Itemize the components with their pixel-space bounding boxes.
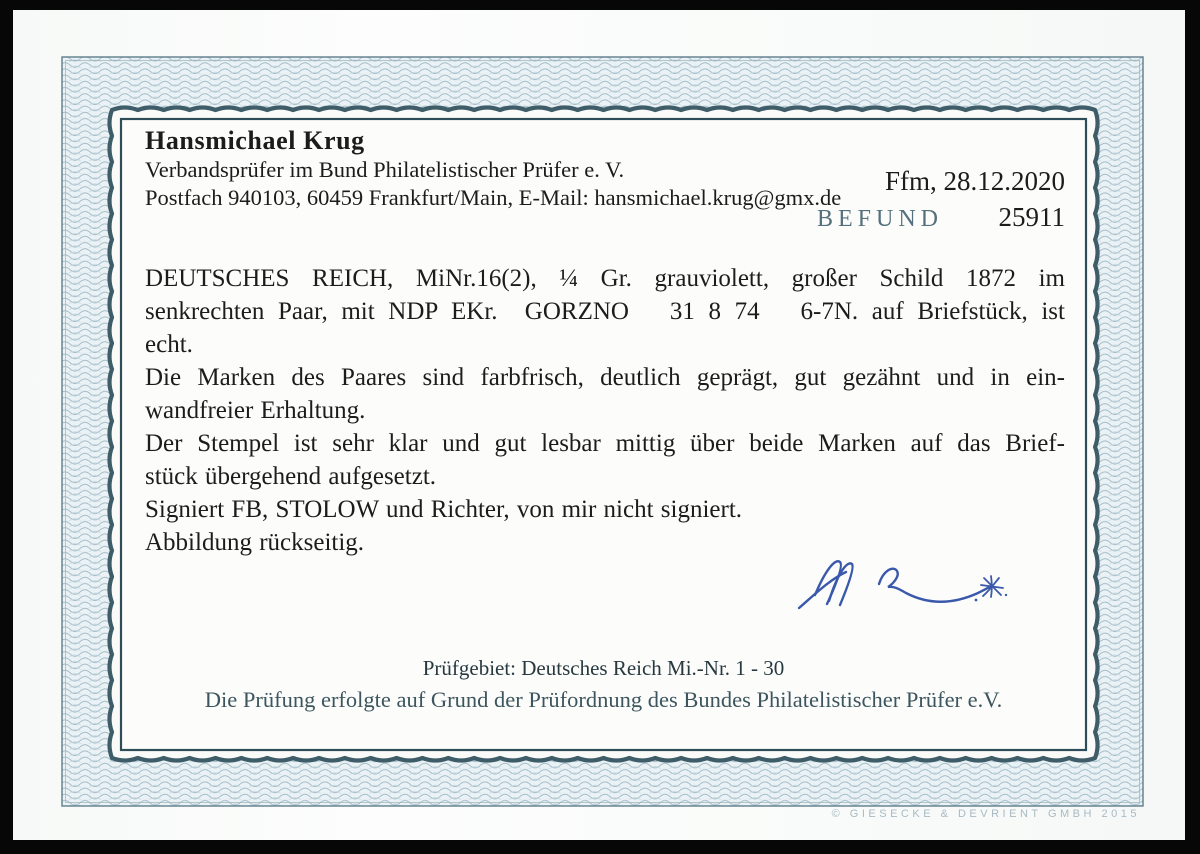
body-line: Signiert FB, STOLOW und Richter, von mir nicht signiert. <box>145 496 743 523</box>
certificate-number: 25911 <box>998 202 1065 232</box>
body-line: senkrechten Paar, mit NDP EKr. GORZNO 31 8 74 6-7N. auf Briefstück, ist <box>145 298 1065 325</box>
printer-imprint: © GIESECKE & DEVRIENT GMBH 2015 <box>831 808 1140 820</box>
pruefgebiet-line: Prüfgebiet: Deutsches Reich Mi.-Nr. 1 - 30 <box>422 656 785 680</box>
issue-block <box>803 166 1065 233</box>
legal-line: Die Prüfung erfolgte auf Grund der Prüfordnung des Bundes Philatelistischer Prüfer e.V. <box>204 687 1003 712</box>
examiner-title: Verbandsprüfer im Bund Philatelistischer Prüfer e. V. <box>145 157 625 182</box>
examiner-block <box>145 126 841 212</box>
certificate-content <box>121 119 1086 750</box>
body-line: echt. <box>145 331 193 358</box>
body-line: Der Stempel ist sehr klar und gut lesbar mittig über beide Marken auf das Brief- <box>145 430 1065 457</box>
befund-row <box>803 202 1065 233</box>
document-type-label: BEFUND <box>817 206 944 232</box>
body-line: wandfreier Erhaltung. <box>145 397 366 424</box>
examiner-contact: Postfach 940103, 60459 Frankfurt/Main, E-Mail: hansmichael.krug@gmx.de <box>145 185 842 210</box>
place-and-date: Ffm, 28.12.2020 <box>884 166 1065 196</box>
body-line: Die Marken des Paares sind farbfrisch, deutlich geprägt, gut gezähnt und in ein- <box>145 364 1065 391</box>
body-text <box>145 262 1065 559</box>
examiner-name: Hansmichael Krug <box>145 126 365 155</box>
body-line: DEUTSCHES REICH, MiNr.16(2), ¼ Gr. grauviolett, großer Schild 1872 im <box>145 265 1065 292</box>
body-line: stück übergehend aufgesetzt. <box>145 463 437 490</box>
body-line: Abbildung rückseitig. <box>145 529 365 556</box>
examiner-signature <box>785 551 1015 613</box>
footer-block <box>121 655 1086 714</box>
